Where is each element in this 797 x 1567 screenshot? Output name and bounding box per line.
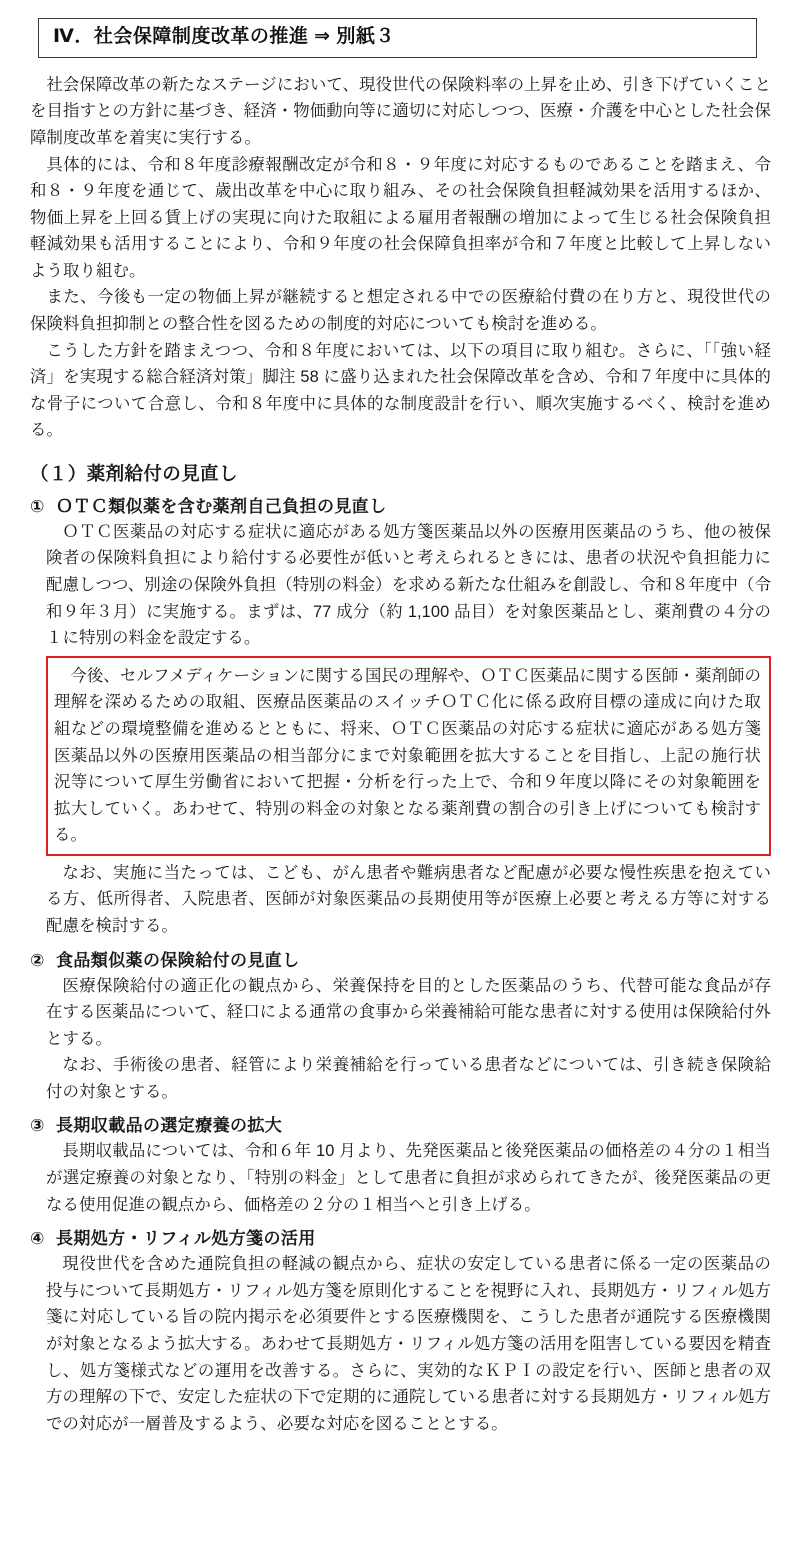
subsection-3-paragraph-1: 長期収載品については、令和６年 10 月より、先発医薬品と後発医薬品の価格差の４分の１相当が選定療養の対象となり、「特別の料金」として患者に負担が求められてきたが、後発医薬品の更なる使用促進の観点から、価格差の２分の１相当へと引き上げる。 [46, 1142, 771, 1214]
subsection-body-1 [30, 519, 771, 940]
subsection-number-4: ④ [30, 1229, 45, 1249]
intro-block [30, 72, 771, 444]
intro-paragraph-1: 社会保障改革の新たなステージにおいて、現役世代の保険料率の上昇を止め、引き下げていくことを目指すとの方針に基づき、経済・物価動向等に適切に対応しつつ、医療・介護を中心とした社会保障制度改革を着実に実行する。 [30, 75, 771, 147]
subsection-1-trailing-paragraph: なお、実施に当たっては、こども、がん患者や難病患者など配慮が必要な慢性疾患を抱えている方、低所得者、入院患者、医師が対象医薬品の長期使用等が医療上必要と考える方等に対する配慮を検討する。 [46, 863, 772, 935]
subsection-body-4 [30, 1251, 771, 1437]
subsection-2-paragraph-2: なお、手術後の患者、経管により栄養補給を行っている患者などについては、引き続き保険給付の対象とする。 [46, 1056, 771, 1101]
highlighted-paragraph-text: 今後、セルフメディケーションに関する国民の理解や、ＯＴＣ医薬品に関する医師・薬剤師の理解を深めるための取組、医療品医薬品のスイッチＯＴＣ化に係る政府目標の達成に向けた取組などの環境整備を進めるとともに、将来、ＯＴＣ医薬品の対応する症状に適応がある処方箋医薬品以外の医療用医薬品の相当部分にまで対象範囲を拡大することを目指し、上記の施行状況等について厚生労働省において把握・分析を行った上で、令和９年度以降にその対象範囲を拡大していく。あわせて、特別の料金の対象となる薬剤費の割合の引き上げについても検討する。 [54, 666, 761, 845]
subsection-number-3: ③ [30, 1116, 45, 1136]
intro-paragraph-3: また、今後も一定の物価上昇が継続すると想定される中での医療給付費の在り方と、現役世代の保険料負担抑制との整合性を図るための制度的対応についても検討を進める。 [30, 288, 772, 333]
subsection-label-2: 食品類似薬の保険給付の見直し [56, 950, 300, 970]
subsection-label-4: 長期処方・リフィル処方箋の活用 [56, 1229, 316, 1249]
intro-paragraph-2: 具体的には、令和８年度診療報酬改定が令和８・９年度に対応するものであることを踏まえ、令和８・９年度を通じて、歳出改革を中心に取り組み、その社会保険負担軽減効果を活用するほか、物価上昇を上回る賃上げの実現に向けた取組による雇用者報酬の増加によって生じる社会保険負担軽減効果も活用することにより、令和９年度の社会保障負担率が令和７年度と比較して上昇しないよう取り組む。 [30, 155, 771, 280]
section-heading-box [38, 18, 757, 58]
page-title: Ⅳ．社会保障制度改革の推進 ⇒ 別紙３ [53, 26, 395, 47]
subsection-title-4 [30, 1224, 771, 1249]
subsection-4-paragraph-1: 現役世代を含めた通院負担の軽減の観点から、症状の安定している患者に係る一定の医薬品の投与について長期処方・リフィル処方箋を原則化することを視野に入れ、長期処方・リフィル処方箋に対応している旨の院内掲示を必須要件とする医療機関を、こうした患者が通院する医療機関が対象となるよう拡大する。あわせて長期処方・リフィル処方箋の活用を阻害している要因を精査し、処方箋様式などの運用を改善する。さらに、実効的なＫＰＩの設定を行い、医師と患者の双方の理解の下で、安定した症状の下で定期的に通院している患者に対する長期処方・リフィル処方での対応が一層普及するよう、必要な対応を図ることとする。 [46, 1255, 772, 1433]
highlighted-paragraph-box [46, 656, 771, 856]
subsection-number-2: ② [30, 950, 45, 970]
subsection-title-2 [30, 946, 771, 971]
subsection-number-1: ① [30, 496, 45, 516]
subsection-2-paragraph-1: 医療保険給付の適正化の観点から、栄養保持を目的とした医薬品のうち、代替可能な食品が存在する医薬品について、経口による通常の食事から栄養補給可能な患者に対する使用は保険給付外とする。 [46, 976, 771, 1048]
intro-paragraph-4: こうした方針を踏まえつつ、令和８年度においては、以下の項目に取り組む。さらに、「「強い経済」を実現する総合経済対策」脚注 58 に盛り込まれた社会保障改革を含め、令和７年度中に具体的な骨子について合意し、令和８年度中に具体的な制度設計を行い、順次実施するべく、検討を進める。 [30, 341, 771, 440]
subsection-title-3 [30, 1111, 771, 1136]
subsection-title-1 [30, 492, 771, 517]
section-title: （１）薬剤給付の見直し [30, 462, 238, 484]
subsection-body-3 [30, 1138, 771, 1218]
subsection-label-1: ＯＴＣ類似薬を含む薬剤自己負担の見直し [56, 496, 387, 516]
subsection-label-3: 長期収載品の選定療養の拡大 [56, 1116, 283, 1136]
subsection-body-2 [30, 973, 771, 1106]
subsection-1-paragraph-1: ＯＴＣ医薬品の対応する症状に適応がある処方箋医薬品以外の医療用医薬品のうち、他の被保険者の保険料負担により給付する必要性が低いと考えられるときには、患者の状況や負担能力に配慮しつつ、別途の保険外負担（特別の料金）を求める新たな仕組みを創設し、令和８年度中（令和９年３月）に実施する。まずは、77 成分（約 1,100 品目）を対象医薬品とし、薬剤費の４分の１に特別の料金を設定する。 [46, 522, 771, 648]
